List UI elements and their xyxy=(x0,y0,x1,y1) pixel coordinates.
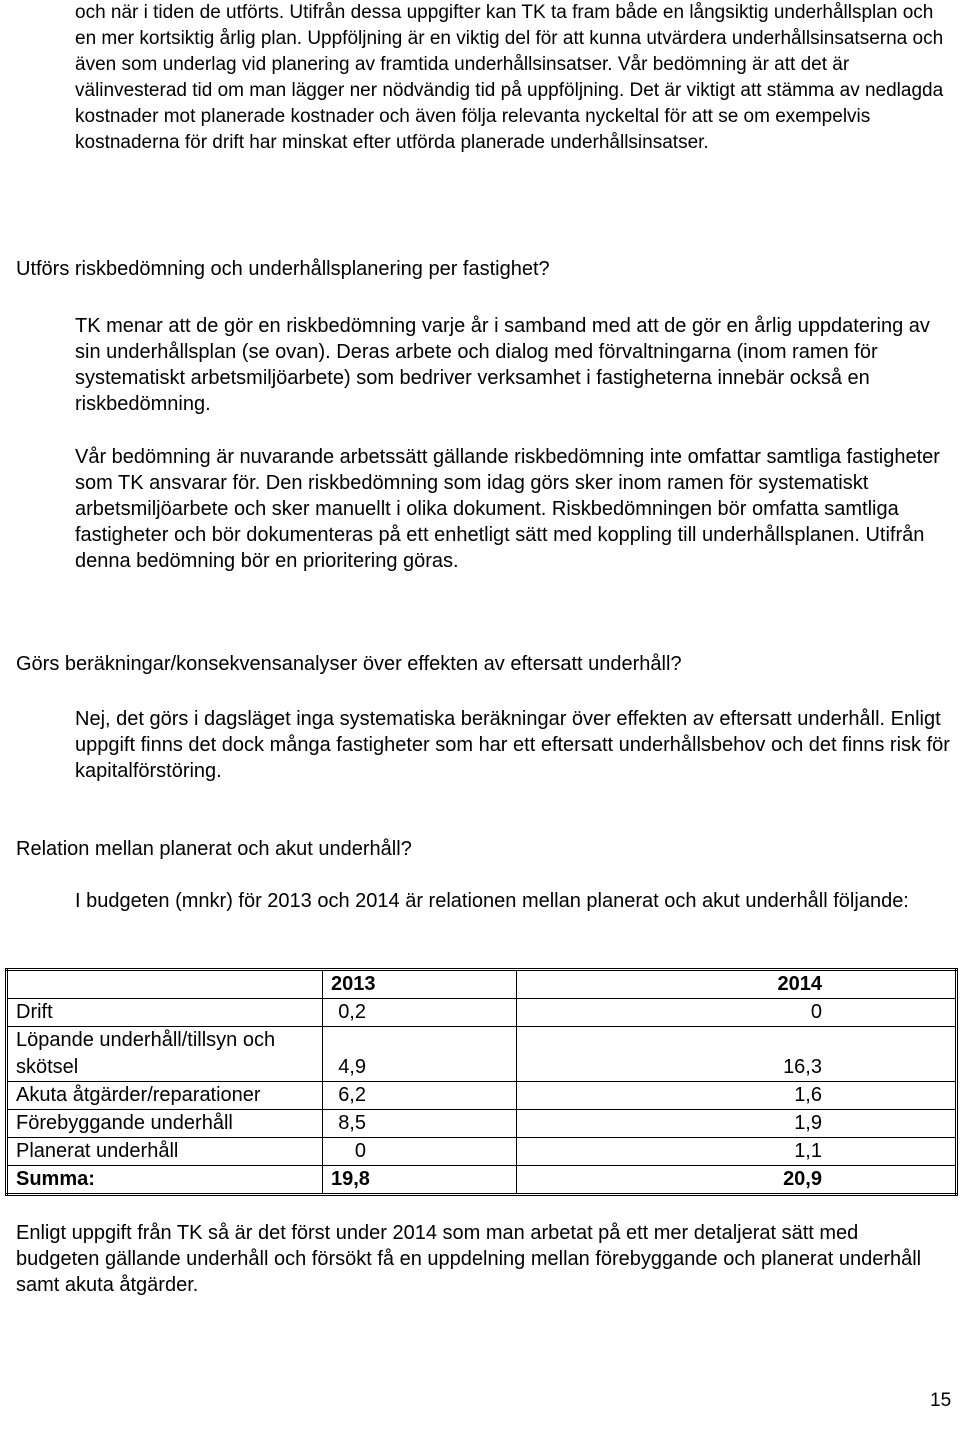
value-2014: 16,3 xyxy=(517,1027,957,1082)
value-2014: 1,1 xyxy=(517,1138,957,1166)
table-row xyxy=(7,1110,957,1138)
paragraph-budget-conclusion: Enligt uppgift från TK så är det först under 2014 som man arbetat på ett mer detaljerat sätt med budgeten gällande underhåll och försökt få en uppdelning mellan förebyggande och planerat underhåll samt akuta åtgärder. xyxy=(16,1222,922,1296)
header-cell-label xyxy=(7,970,323,999)
value-2013: 6,2 xyxy=(323,1082,517,1110)
total-2014: 20,9 xyxy=(517,1166,957,1195)
row-label: Förebyggande underhåll xyxy=(7,1110,323,1138)
header-cell-2013: 2013 xyxy=(323,970,517,999)
paragraph-consequence-analysis: Nej, det görs i dagsläget inga systematiska beräkningar över effekten av eftersatt underhåll. Enligt uppgift finns det dock många fastigheter som har ett eftersatt underhållsbehov och det finns risk för kapitalförstöring. xyxy=(75,708,950,782)
table-row xyxy=(7,1082,957,1110)
total-2013: 19,8 xyxy=(323,1166,517,1195)
value-2013: 4,9 xyxy=(323,1027,517,1082)
row-label: Löpande underhåll/tillsyn och skötsel xyxy=(7,1027,323,1082)
row-label: Akuta åtgärder/reparationer xyxy=(7,1082,323,1110)
table-row xyxy=(7,999,957,1027)
page-number: 15 xyxy=(930,1390,952,1411)
value-2013: 0 xyxy=(323,1138,517,1166)
heading-risk-assessment: Utförs riskbedömning och underhållsplanering per fastighet? xyxy=(16,258,550,280)
value-2013: 0,2 xyxy=(323,999,517,1027)
value-2014: 1,9 xyxy=(517,1110,957,1138)
heading-planned-vs-acute: Relation mellan planerat och akut underhåll? xyxy=(16,838,412,860)
value-2013: 8,5 xyxy=(323,1110,517,1138)
value-2014: 1,6 xyxy=(517,1082,957,1110)
header-cell-2014: 2014 xyxy=(517,970,957,999)
heading-consequence-analysis: Görs beräkningar/konsekvensanalyser över effekten av eftersatt underhåll? xyxy=(16,653,682,675)
total-label: Summa: xyxy=(7,1166,323,1195)
paragraph-budget-intro: I budgeten (mnkr) för 2013 och 2014 är relationen mellan planerat och akut underhåll följande: xyxy=(75,890,909,912)
table-total-row xyxy=(7,1166,957,1195)
row-label: Drift xyxy=(7,999,323,1027)
paragraph-risk-assessment: TK menar att de gör en riskbedömning varje år i samband med att de gör en årlig uppdatering av sin underhållsplan (se ovan). Deras arbete och dialog med förvaltningarna (inom ramen för systematiskt arbetsmiljöarbete) som bedriver verksamhet i fastigheterna innebär också en riskbedömning. xyxy=(75,315,930,415)
table-row xyxy=(7,1138,957,1166)
table-header-row xyxy=(7,970,957,999)
row-label: Planerat underhåll xyxy=(7,1138,323,1166)
table-row xyxy=(7,1027,957,1082)
value-2014: 0 xyxy=(517,999,957,1027)
budget-table xyxy=(5,968,958,1196)
paragraph-assessment-evaluation: Vår bedömning är nuvarande arbetssätt gällande riskbedömning inte omfattar samtliga fastigheter som TK ansvarar för. Den riskbedömning som idag görs sker inom ramen för systematiskt arbetsmiljöarbete och sker manuellt i olika dokument. Riskbedömningen bör omfatta samtliga fastigheter och bör dokumenteras på ett enhetligt sätt med koppling till underhållsplanen. Utifrån denna bedömning bör en prioritering göras. xyxy=(75,446,940,572)
paragraph-followup: och när i tiden de utförts. Utifrån dessa uppgifter kan TK ta fram både en långsiktig underhållsplan och en mer kortsiktig årlig plan. Uppföljning är en viktig del för att kunna utvärdera underhållsinsatserna och även som underlag vid planering av framtida underhållsinsatser. Vår bedömning är att det är välinvesterad tid om man lägger ner nödvändig tid på uppföljning. Det är viktigt att stämma av nedlagda kostnader mot planerade kostnader och även följa relevanta nyckeltal för att se om exempelvis kostnaderna för drift har minskat efter utförda planerade underhållsinsatser. xyxy=(75,2,944,153)
